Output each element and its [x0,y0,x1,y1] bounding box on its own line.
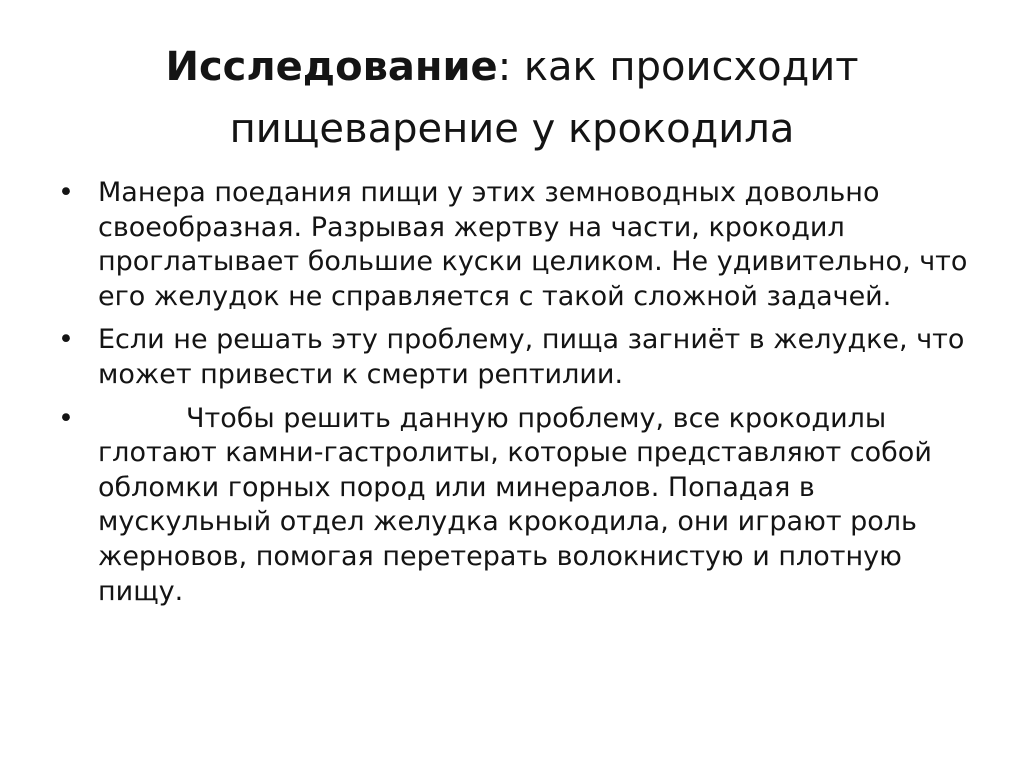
bullet-item [58,323,968,392]
title-rest-part: : как происходит пищеварение у крокодила [229,44,859,152]
bullet-dot-icon: • [58,177,74,208]
bullet-list [58,176,968,618]
title-bold-part: Исследование [165,44,498,90]
bullet-item [58,176,968,314]
slide-title [60,36,964,160]
bullet-text: Если не решать эту проблему, пища загниёт в желудке, что может привести к смерти рептилии. [98,324,965,390]
bullet-text: Чтобы решить данную проблему, все крокодилы глотают камни-гастролиты, которые представляют собой обломки горных пород или минералов. Попадая в мускульный отдел желудка крокодила, они играют роль жерновов, помогая перетерать волокнистую и плотную пищу. [98,402,932,607]
bullet-item [58,402,968,610]
bullet-dot-icon: • [58,402,74,434]
bullet-text: Манера поедания пищи у этих земноводных довольно своеобразная. Разрывая жертву на части, крокодил проглатывает большие куски целиком. Не удивительно, что его желудок не справляется с такой сложной задачей. [98,177,968,312]
bullet-dot-icon: • [58,324,74,356]
